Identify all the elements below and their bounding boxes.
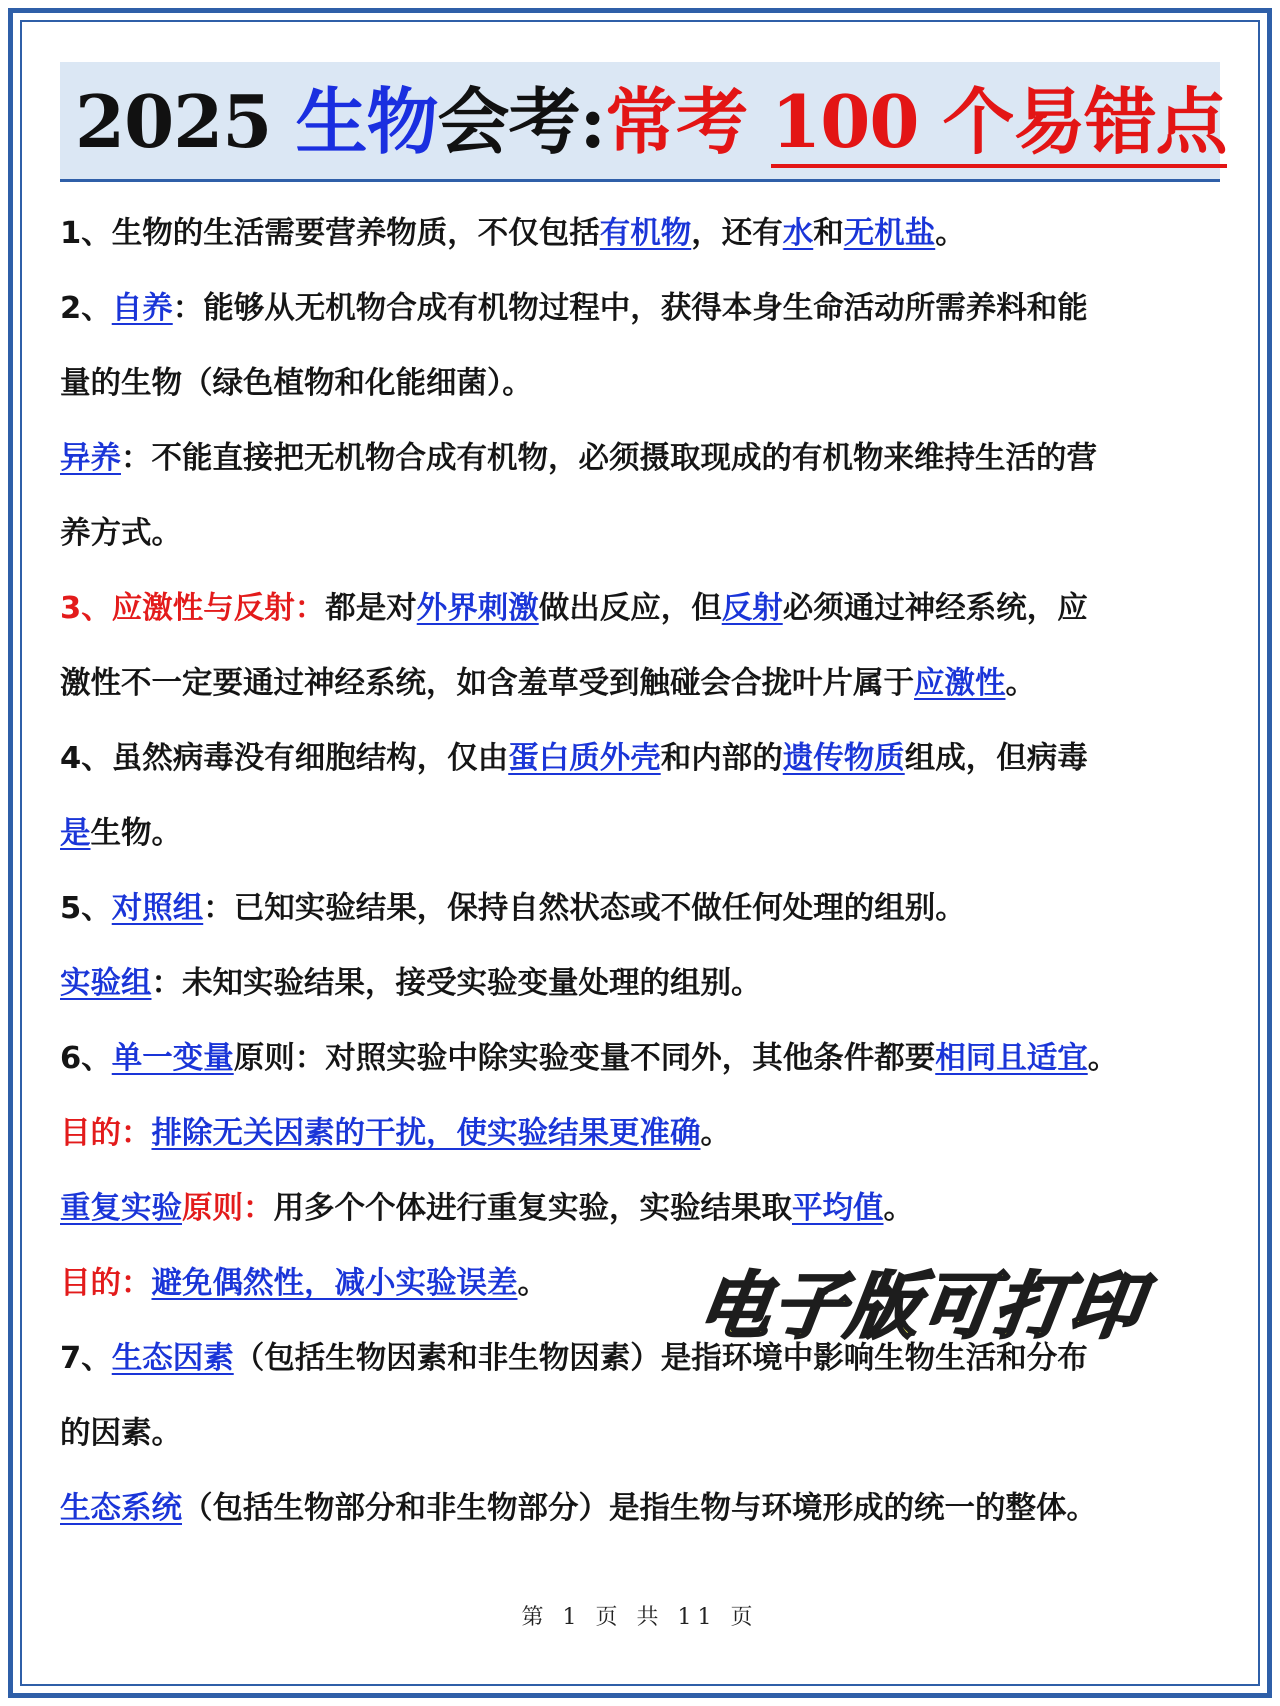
note-line	[60, 1171, 1220, 1246]
keyword-highlight: 实验组	[60, 966, 152, 1001]
note-line	[60, 196, 1220, 271]
line-text: 。	[700, 1116, 731, 1151]
line-text: 。	[883, 1191, 914, 1226]
line-text: 2、	[60, 291, 112, 326]
line-text: 5、	[60, 891, 112, 926]
keyword-highlight: 单一变量	[111, 1041, 234, 1076]
line-text: （包括生物因素和非生物因素）是指环境中影响生物生活和分布	[233, 1341, 1088, 1376]
line-text: 和	[813, 216, 844, 251]
keyword-highlight: 是	[60, 816, 91, 851]
line-text: 和内部的	[660, 741, 783, 776]
page-title	[75, 64, 1227, 180]
keyword-highlight: 生态因素	[111, 1341, 234, 1376]
red-heading: 目的：	[60, 1116, 152, 1151]
keyword-highlight: 遗传物质	[782, 741, 905, 776]
red-heading: 目的：	[60, 1266, 152, 1301]
keyword-highlight: 异养	[60, 441, 121, 476]
note-line	[60, 721, 1220, 796]
line-text: 生物。	[90, 816, 182, 851]
note-line	[60, 496, 1220, 571]
line-text: 都是对	[325, 591, 417, 626]
keyword-highlight: 反射	[721, 591, 783, 626]
keyword-highlight: 应激性	[914, 666, 1006, 701]
note-line	[60, 271, 1220, 346]
keyword-highlight: 自养	[111, 291, 173, 326]
line-text: ：已知实验结果，保持自然状态或不做任何处理的组别。	[203, 891, 966, 926]
line-text: 1、生物的生活需要营养物质，不仅包括	[60, 216, 600, 251]
note-line	[60, 946, 1220, 1021]
note-line	[60, 571, 1220, 646]
line-text: 激性不一定要通过神经系统，如含羞草受到触碰会合拢叶片属于	[60, 666, 914, 701]
keyword-highlight: 对照组	[111, 891, 204, 926]
title-common: 常考	[605, 79, 772, 164]
line-text: 量的生物（绿色植物和化能细菌）。	[60, 366, 533, 401]
keyword-highlight: 外界刺激	[416, 591, 539, 626]
keyword-highlight: 排除无关因素的干扰，使实验结果更准确	[151, 1116, 701, 1151]
keyword-highlight: 生态系统	[60, 1491, 182, 1526]
note-line	[60, 646, 1220, 721]
line-text: 。	[517, 1266, 548, 1301]
page-number-footer: 第 1 页 共 11 页	[521, 1605, 759, 1630]
title-subject: 生物	[295, 79, 438, 164]
line-text: 。	[935, 216, 966, 251]
keyword-highlight: 重复实验	[60, 1191, 182, 1226]
line-text: 组成，但病毒	[904, 741, 1088, 776]
note-line	[60, 796, 1220, 871]
note-line	[60, 1096, 1220, 1171]
line-text: ：能够从无机物合成有机物过程中，获得本身生命活动所需养料和能	[172, 291, 1088, 326]
line-text: 养方式。	[60, 516, 182, 551]
line-text: 。	[1005, 666, 1036, 701]
line-text: 的因素。	[60, 1416, 182, 1451]
line-text: （包括生物部分和非生物部分）是指生物与环境形成的统一的整体。	[182, 1491, 1097, 1526]
keyword-highlight: 避免偶然性，减小实验误差	[151, 1266, 518, 1301]
title-count-topic: 100 个易错点	[771, 79, 1226, 168]
line-text: 4、虽然病毒没有细胞结构，仅由	[60, 741, 509, 776]
keyword-highlight: 水	[782, 216, 814, 251]
note-line	[60, 1021, 1220, 1096]
title-year: 2025	[75, 79, 296, 164]
keyword-highlight: 蛋白质外壳	[508, 741, 661, 776]
note-line	[60, 871, 1220, 946]
note-line	[60, 421, 1220, 496]
title-exam: 会考:	[437, 79, 606, 164]
line-text: 。	[1087, 1041, 1119, 1076]
note-line	[60, 1471, 1220, 1546]
line-text: 6、	[60, 1041, 112, 1076]
note-line	[60, 1396, 1220, 1471]
line-text: 做出反应，但	[538, 591, 722, 626]
line-text: 用多个个体进行重复实验，实验结果取	[273, 1191, 792, 1226]
printable-watermark: 电子版可打印	[693, 1264, 1150, 1348]
line-text: ：未知实验结果，接受实验变量处理的组别。	[151, 966, 762, 1001]
keyword-highlight: 有机物	[599, 216, 692, 251]
line-text: 原则：对照实验中除实验变量不同外，其他条件都要	[233, 1041, 936, 1076]
red-heading: 3、应激性与反射：	[60, 591, 326, 626]
red-heading: 原则：	[182, 1191, 274, 1226]
line-text: ，还有	[691, 216, 783, 251]
keyword-highlight: 无机盐	[843, 216, 936, 251]
line-text: ：不能直接把无机物合成有机物，必须摄取现成的有机物来维持生活的营	[121, 441, 1097, 476]
keyword-highlight: 相同且适宜	[935, 1041, 1088, 1076]
line-text: 7、	[60, 1341, 112, 1376]
line-text: 必须通过神经系统，应	[782, 591, 1088, 626]
note-line	[60, 346, 1220, 421]
keyword-highlight: 平均值	[792, 1191, 884, 1226]
